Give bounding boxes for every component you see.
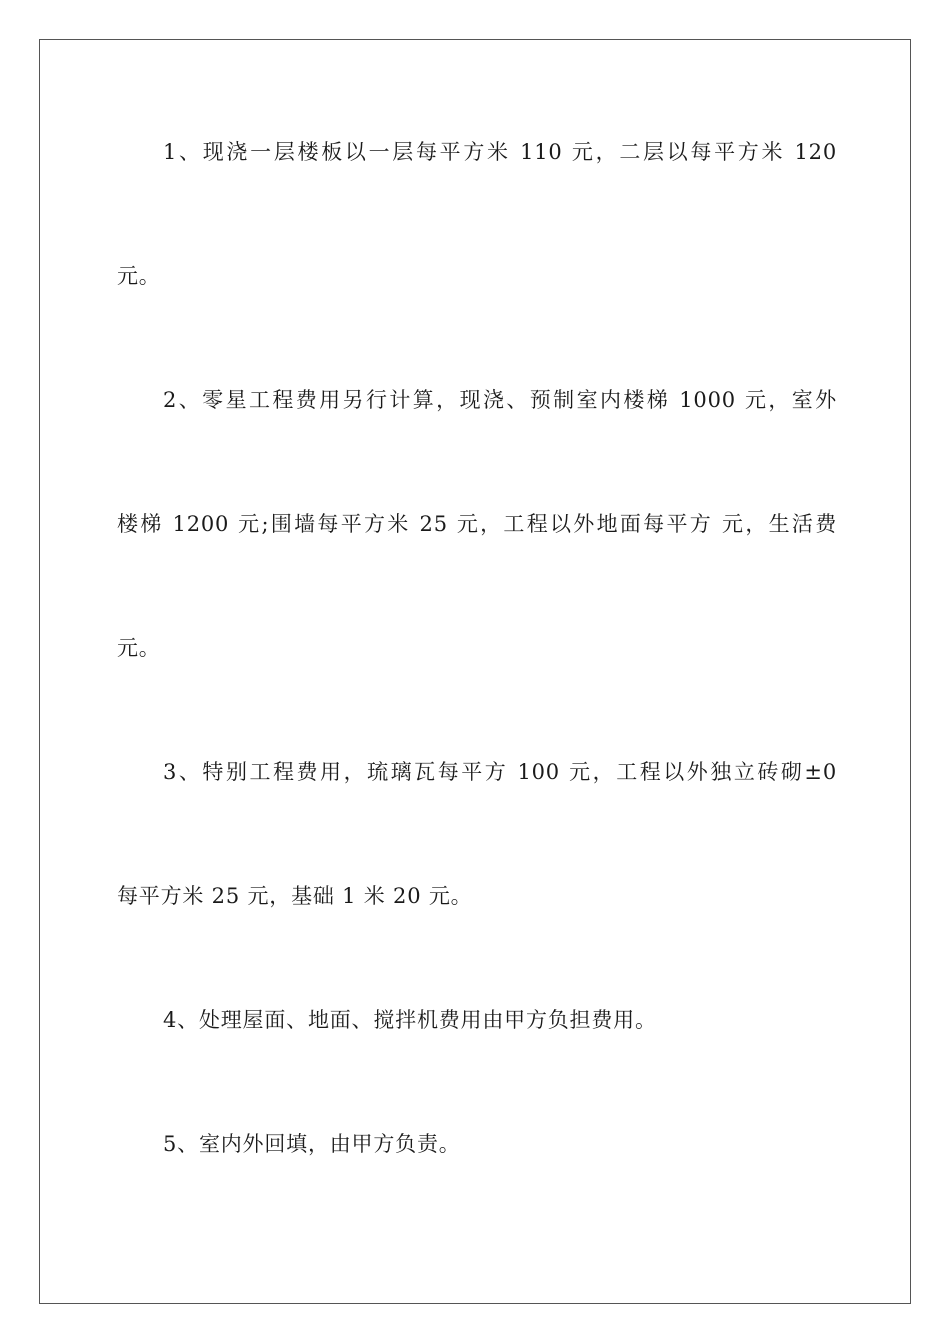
paragraph-item-2-line-2: 楼梯 1200 元;围墙每平方米 25 元，工程以外地面每平方 元，生活费 — [117, 512, 837, 536]
paragraph-item-3-line-1: 3、特别工程费用，琉璃瓦每平方 100 元，工程以外独立砖砌±0 — [163, 760, 837, 784]
paragraph-item-3-line-2: 每平方米 25 元，基础 1 米 20 元。 — [117, 884, 473, 908]
page-border — [39, 39, 911, 1304]
paragraph-item-1-line-2: 元。 — [117, 264, 161, 288]
paragraph-item-4-line-1: 4、处理屋面、地面、搅拌机费用由甲方负担费用。 — [163, 1008, 657, 1032]
paragraph-item-2-line-3: 元。 — [117, 636, 161, 660]
paragraph-item-5-line-1: 5、室内外回填，由甲方负责。 — [163, 1132, 461, 1156]
paragraph-item-2-line-1: 2、零星工程费用另行计算，现浇、预制室内楼梯 1000 元，室外 — [163, 388, 837, 412]
paragraph-item-1-line-1: 1、现浇一层楼板以一层每平方米 110 元，二层以每平方米 120 — [163, 140, 837, 164]
